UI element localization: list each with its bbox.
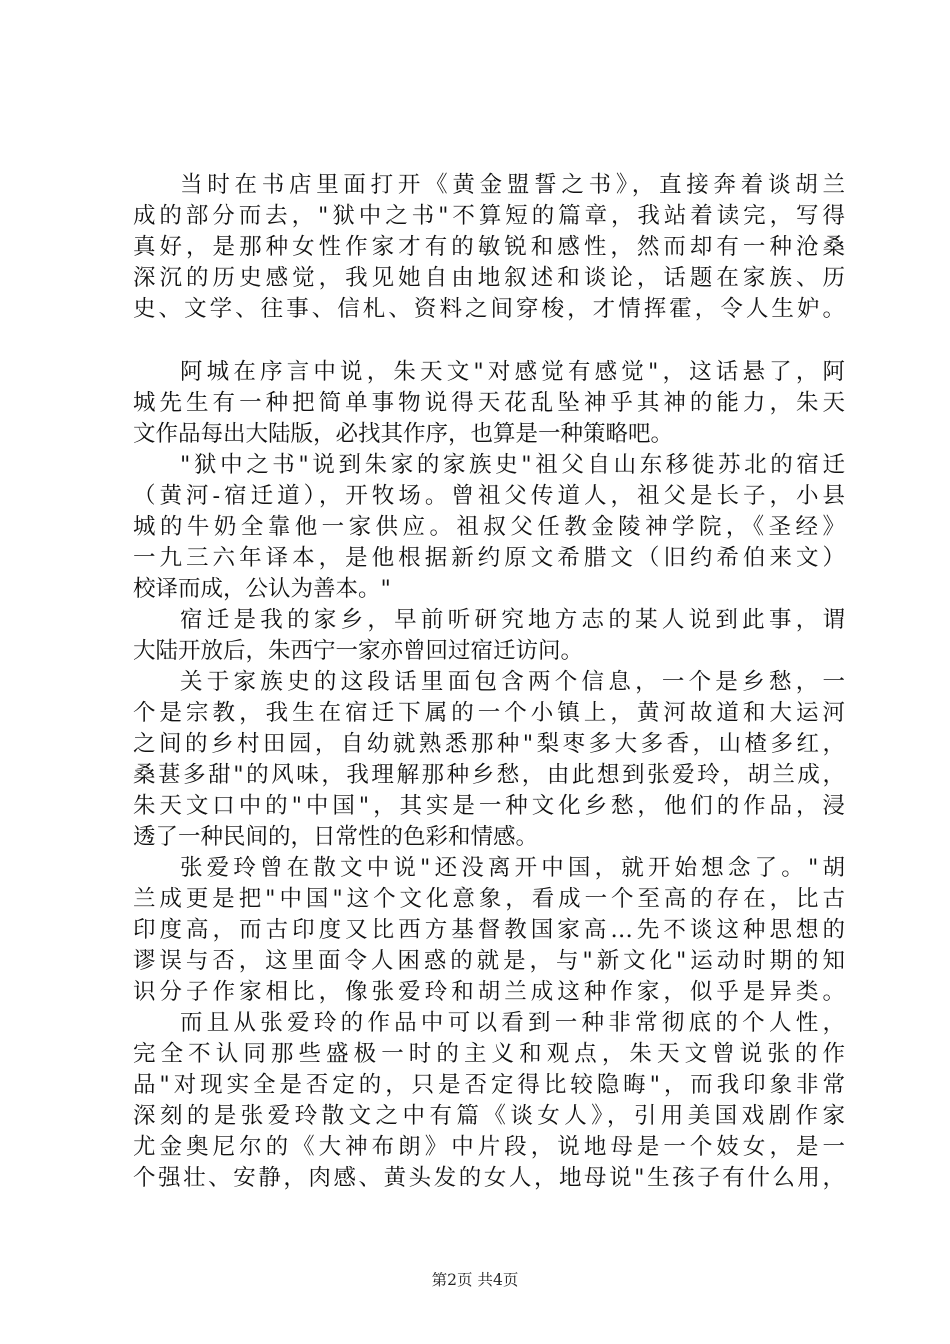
text-line: 真好，是那种女性作家才有的敏锐和感性，然而却有一种沧桑 [133, 234, 845, 260]
text-line: 张爱玲曾在散文中说"还没离开中国，就开始想念了。"胡 [180, 855, 845, 881]
article-body [133, 170, 845, 1194]
paragraph-gap [133, 325, 845, 357]
text-line: 兰成更是把"中国"这个文化意象，看成一个至高的存在，比古 [133, 886, 845, 912]
text-line: 关于家族史的这段话里面包含两个信息，一个是乡愁，一 [180, 669, 845, 695]
text-line: 个强壮、安静，肉感、黄头发的女人，地母说"生孩子有什么用， [133, 1165, 845, 1191]
text-line: 阿城在序言中说，朱天文"对感觉有感觉"，这话悬了，阿 [180, 359, 845, 385]
text-line: 当时在书店里面打开《黄金盟誓之书》，直接奔着谈胡兰 [180, 172, 845, 198]
text-line: 个是宗教，我生在宿迁下属的一个小镇上，黄河故道和大运河 [133, 700, 845, 726]
text-line: 城先生有一种把简单事物说得天花乱坠神乎其神的能力，朱天 [133, 390, 845, 416]
text-line: 大陆开放后，朱西宁一家亦曾回过宿迁访问。 [133, 638, 584, 664]
text-line: 识分子作家相比，像张爱玲和胡兰成这种作家，似乎是异类。 [133, 979, 845, 1005]
text-line: 谬误与否，这里面令人困惑的就是，与"新文化"运动时期的知 [133, 948, 845, 974]
text-line: 朱天文口中的"中国"，其实是一种文化乡愁，他们的作品，浸 [133, 793, 845, 819]
text-line: 宿迁是我的家乡，早前听研究地方志的某人说到此事，谓 [180, 607, 845, 633]
text-line: 成的部分而去，"狱中之书"不算短的篇章，我站着读完，写得 [133, 203, 845, 229]
text-line: 深沉的历史感觉，我见她自由地叙述和谈论，话题在家族、历 [133, 265, 845, 291]
page-number-footer: 第2页 共4页 [431, 1271, 519, 1289]
text-line: 校译而成，公认为善本。" [133, 576, 391, 602]
text-line: 城的牛奶全靠他一家供应。祖叔父任教金陵神学院，《圣经》 [133, 514, 845, 540]
text-line: 深刻的是张爱玲散文之中有篇《谈女人》，引用美国戏剧作家 [133, 1103, 845, 1129]
text-line: 而且从张爱玲的作品中可以看到一种非常彻底的个人性， [180, 1010, 845, 1036]
text-line: 史、文学、往事、信札、资料之间穿梭，才情挥霍，令人生妒。 [133, 296, 845, 322]
text-line: 印度高，而古印度又比西方基督教国家高…先不谈这种思想的 [133, 917, 845, 943]
text-line: 之间的乡村田园，自幼就熟悉那种"梨枣多大多香，山楂多红， [133, 731, 845, 757]
text-line: 品"对现实全是否定的，只是否定得比较隐晦"，而我印象非常 [133, 1072, 845, 1098]
text-line: 一九三六年译本，是他根据新约原文希腊文（旧约希伯来文） [133, 545, 845, 571]
text-line: 文作品每出大陆版，必找其作序，也算是一种策略吧。 [133, 421, 674, 447]
text-line: 透了一种民间的，日常性的色彩和情感。 [133, 824, 539, 850]
text-line: 完全不认同那些盛极一时的主义和观点，朱天文曾说张的作 [133, 1041, 845, 1067]
text-line: 尤金奥尼尔的《大神布朗》中片段，说地母是一个妓女，是一 [133, 1134, 845, 1160]
text-line: "狱中之书"说到朱家的家族史"祖父自山东移徙苏北的宿迁 [180, 452, 845, 478]
text-line: （黄河-宿迁道），开牧场。曾祖父传道人，祖父是长子，小县 [133, 483, 845, 509]
text-line: 桑葚多甜"的风味，我理解那种乡愁，由此想到张爱玲，胡兰成， [133, 762, 845, 788]
